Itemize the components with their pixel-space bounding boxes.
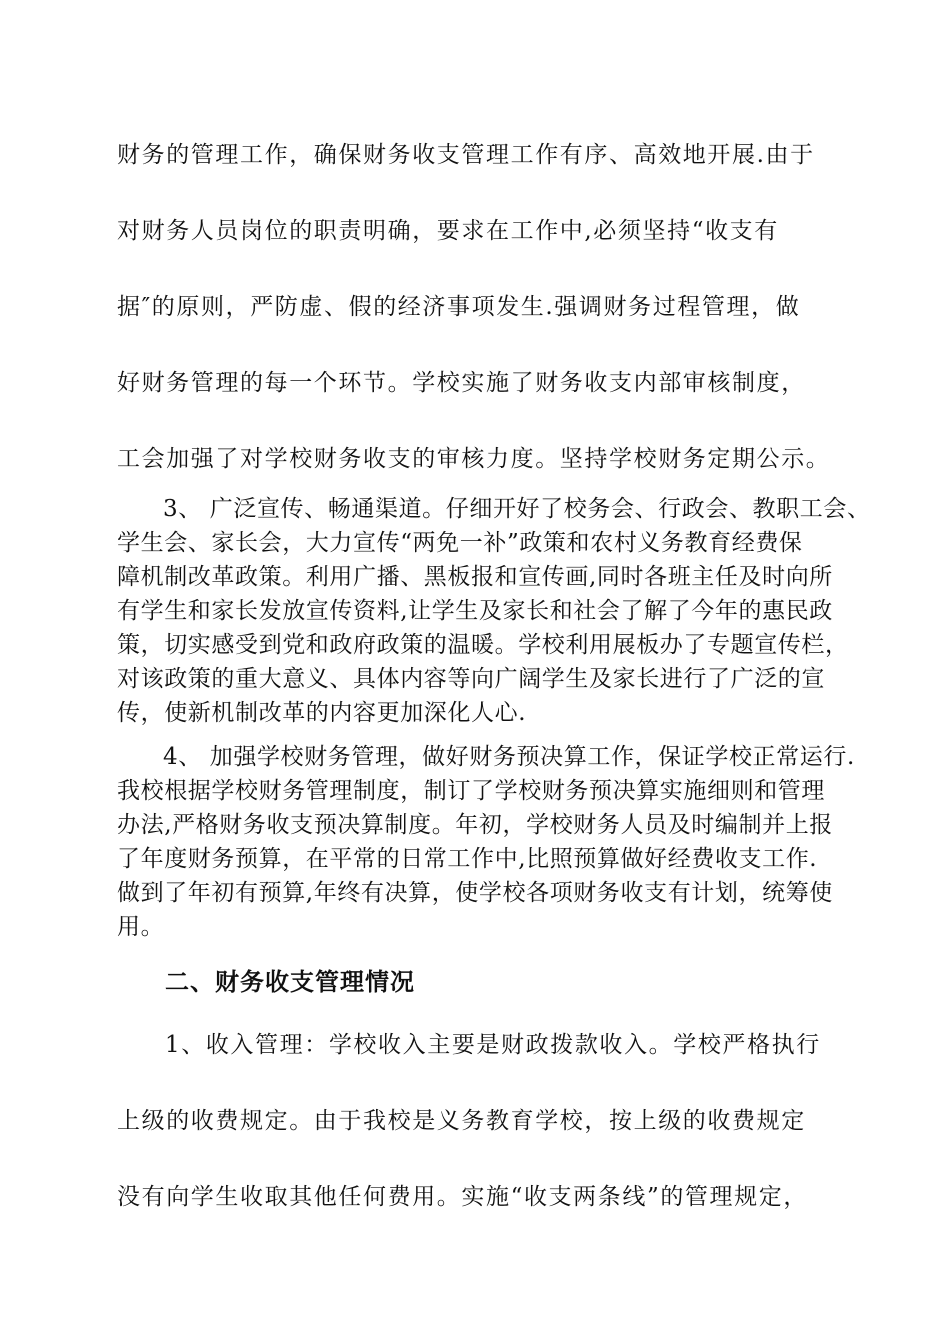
paragraph-line: 4、 加强学校财务管理，做好财务预决算工作，保证学校正常运行. — [163, 744, 855, 770]
paragraph-line: 我校根据学校财务管理制度，制订了学校财务预决算实施细则和管理 — [117, 778, 825, 804]
paragraph-line: 障机制改革政策。利用广播、黑板报和宣传画,同时各班主任及时向所 — [117, 564, 833, 590]
paragraph-line: 财务的管理工作，确保财务收支管理工作有序、高效地开展.由于 — [117, 142, 815, 168]
paragraph-line: 1、收入管理：学校收入主要是财政拨款收入。学校严格执行 — [165, 1032, 821, 1058]
paragraph-line: 上级的收费规定。由于我校是义务教育学校，按上级的收费规定 — [117, 1108, 806, 1134]
paragraph-line: 有学生和家长发放宣传资料,让学生及家长和社会了解了今年的惠民政 — [117, 598, 833, 624]
paragraph-line: 用。 — [117, 914, 165, 940]
paragraph-line: 学生会、家长会，大力宣传“两免一补”政策和农村义务教育经费保 — [117, 530, 803, 556]
paragraph-line: 策，切实感受到党和政府政策的温暖。学校利用展板办了专题宣传栏， — [117, 632, 849, 658]
paragraph-line: 没有向学生收取其他任何费用。实施“收支两条线”的管理规定， — [117, 1184, 808, 1210]
paragraph-line: 3、 广泛宣传、畅通渠道。仔细开好了校务会、行政会、教职工会、 — [163, 496, 871, 522]
paragraph-line: 好财务管理的每一个环节。学校实施了财务收支内部审核制度， — [117, 370, 806, 396]
paragraph-line: 办法,严格财务收支预决算制度。年初，学校财务人员及时编制并上报 — [117, 812, 833, 838]
paragraph-line: 了年度财务预算，在平常的日常工作中,比照预算做好经费收支工作. — [117, 846, 818, 872]
paragraph-line: 对财务人员岗位的职责明确，要求在工作中,必须坚持“收支有 — [117, 218, 779, 244]
paragraph-line: 对该政策的重大意义、具体内容等向广阔学生及家长进行了广泛的宣 — [117, 666, 825, 692]
section-heading: 二、财务收支管理情况 — [165, 967, 415, 996]
paragraph-line: 做到了年初有预算,年终有决算，使学校各项财务收支有计划，统筹使 — [117, 880, 833, 906]
paragraph-line: 传，使新机制改革的内容更加深化人心. — [117, 700, 527, 726]
paragraph-line: 据″的原则，严防虚、假的经济事项发生.强调财务过程管理，做 — [117, 294, 801, 320]
paragraph-line: 工会加强了对学校财务收支的审核力度。坚持学校财务定期公示。 — [117, 446, 831, 472]
